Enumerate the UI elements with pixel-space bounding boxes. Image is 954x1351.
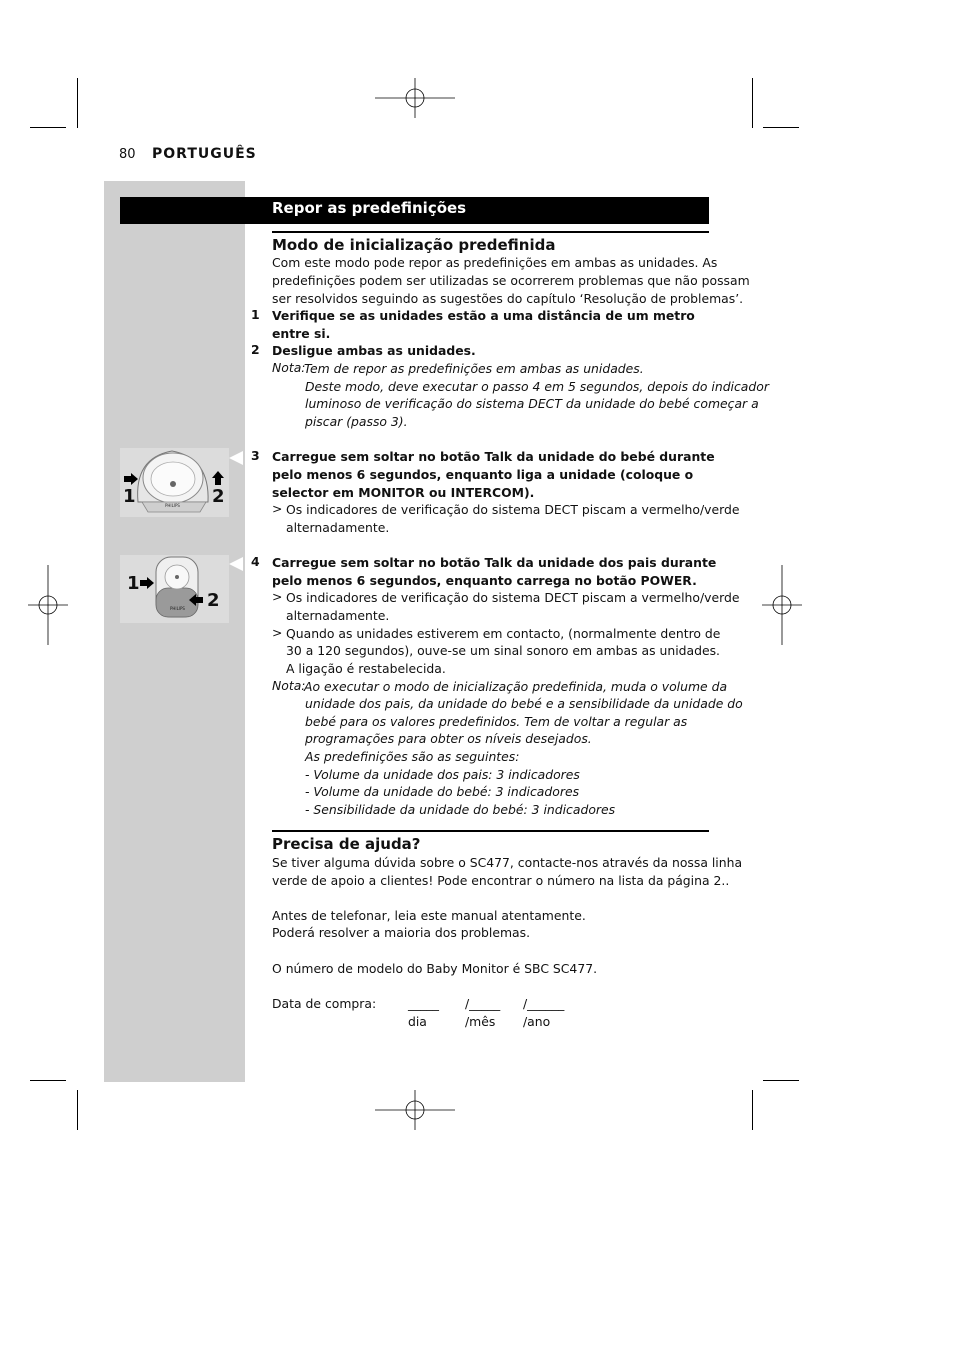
purchase-date-label: Data de compra: [272,996,377,1011]
brand-label: PHILIPS [165,503,180,508]
step1-line: entre si. [272,326,331,341]
baby-unit-illustration [120,448,229,517]
step-number: 3 [251,448,260,463]
step4-result: 30 a 120 segundos), ouve-se um sinal sonoro em ambas as unidades. [286,643,720,658]
step4-result: A ligação é restabelecida. [286,661,446,676]
registration-mark-left [28,565,68,645]
note-label: Nota: [272,678,306,693]
month-field: /_____ [465,996,501,1011]
result-marker: > [272,625,283,640]
brand-label: PHILIPS [170,606,185,611]
note2-line: programações para obter os níveis desejados. [305,731,592,746]
registration-mark-right [762,565,802,645]
crop-mark [763,1080,799,1081]
step3-result: Os indicadores de verificação do sistema DECT piscam a vermelho/verde [286,502,740,517]
step-number: 4 [251,554,260,569]
note-label: Nota: [272,360,306,375]
callout-number: 1 [123,486,136,507]
model-number-text: O número de modelo do Baby Monitor é SBC SC477. [272,961,598,976]
note1-line: piscar (passo 3). [305,414,408,429]
step3-line: Carregue sem soltar no botão Talk da unidade do bebé durante [272,449,715,464]
result-marker: > [272,501,283,516]
note2-line: As predefinições são as seguintes: [305,749,520,764]
step2-line: Desligue ambas as unidades. [272,343,476,358]
help-paragraph: verde de apoio a clientes! Pode encontrar o número na lista da página 2.. [272,873,730,888]
callout-number: 1 [127,573,140,594]
step1-line: Verifique se as unidades estão a uma distância de um metro [272,308,695,323]
registration-mark-top [375,78,455,118]
note2-list-item: - Volume da unidade do bebé: 3 indicadores [305,784,580,799]
language-heading: PORTUGUÊS [152,146,257,162]
day-caption: dia [408,1014,427,1029]
note2-line: unidade dos pais, da unidade do bebé e a sensibilidade da unidade do [305,696,743,711]
arrow-left-icon [189,594,203,606]
arrow-right-icon [140,577,154,589]
step4-result: Quando as unidades estiverem em contacto, (normalmente dentro de [286,626,721,641]
parent-unit-illustration [120,555,229,623]
note1-line: luminoso de verificação do sistema DECT da unidade do bebé começar a [305,396,759,411]
pointer-triangle-icon [229,557,243,571]
help-paragraph: Se tiver alguma dúvida sobre o SC477, contacte-nos através da nossa linha [272,855,743,870]
step4-result: Os indicadores de verificação do sistema DECT piscam a vermelho/verde [286,590,740,605]
section-rule [272,231,709,233]
month-caption: /mês [465,1014,496,1029]
step4-result: alternadamente. [286,608,390,623]
step3-line: selector em MONITOR ou INTERCOM). [272,485,535,500]
step-number: 2 [251,342,260,357]
note1-line: Tem de repor as predefinições em ambas as unidades. [304,361,644,376]
crop-mark [77,1090,78,1130]
help-paragraph: Poderá resolver a maioria dos problemas. [272,925,531,940]
intro-line: predefinições podem ser utilizadas se ocorrerem problemas que não possam [272,273,750,288]
callout-number: 2 [212,486,225,507]
year-caption: /ano [523,1014,551,1029]
help-paragraph: Antes de telefonar, leia este manual atentamente. [272,908,586,923]
arrow-up-icon [212,471,224,485]
crop-mark [30,1080,66,1081]
reset-mode-title: Modo de inicialização predefinida [272,236,556,254]
grey-sidebar [104,181,245,1082]
page-number: 80 [119,147,136,162]
pointer-triangle-icon [229,451,243,465]
step4-line: Carregue sem soltar no botão Talk da unidade dos pais durante [272,555,717,570]
note2-list-item: - Sensibilidade da unidade do bebé: 3 indicadores [305,802,616,817]
day-field: _____ [408,996,439,1011]
arrow-right-icon [124,473,138,485]
intro-line: ser resolvidos seguindo as sugestões do capítulo ‘Resolução de problemas’. [272,291,744,306]
step3-line: pelo menos 6 segundos, enquanto liga a unidade (coloque o [272,467,694,482]
step3-result: alternadamente. [286,520,390,535]
note2-line: Ao executar o modo de inicialização predefinida, muda o volume da [304,679,728,694]
section-title: Repor as predefinições [272,199,467,217]
step-number: 1 [251,307,260,322]
step4-line: pelo menos 6 segundos, enquanto carrega no botão POWER. [272,573,697,588]
registration-mark-bottom [375,1090,455,1130]
note2-line: bebé para os valores predefinidos. Tem de voltar a regular as [305,714,688,729]
section-rule [272,830,709,832]
crop-mark [30,127,66,128]
crop-mark [752,1090,753,1130]
crop-mark [77,78,78,128]
note1-line: Deste modo, deve executar o passo 4 em 5 segundos, depois do indicador [305,379,769,394]
help-title: Precisa de ajuda? [272,835,421,853]
intro-line: Com este modo pode repor as predefinições em ambas as unidades. As [272,255,718,270]
crop-mark [763,127,799,128]
callout-number: 2 [207,590,220,611]
note2-list-item: - Volume da unidade dos pais: 3 indicadores [305,767,580,782]
crop-mark [752,78,753,128]
year-field: /______ [523,996,565,1011]
result-marker: > [272,589,283,604]
